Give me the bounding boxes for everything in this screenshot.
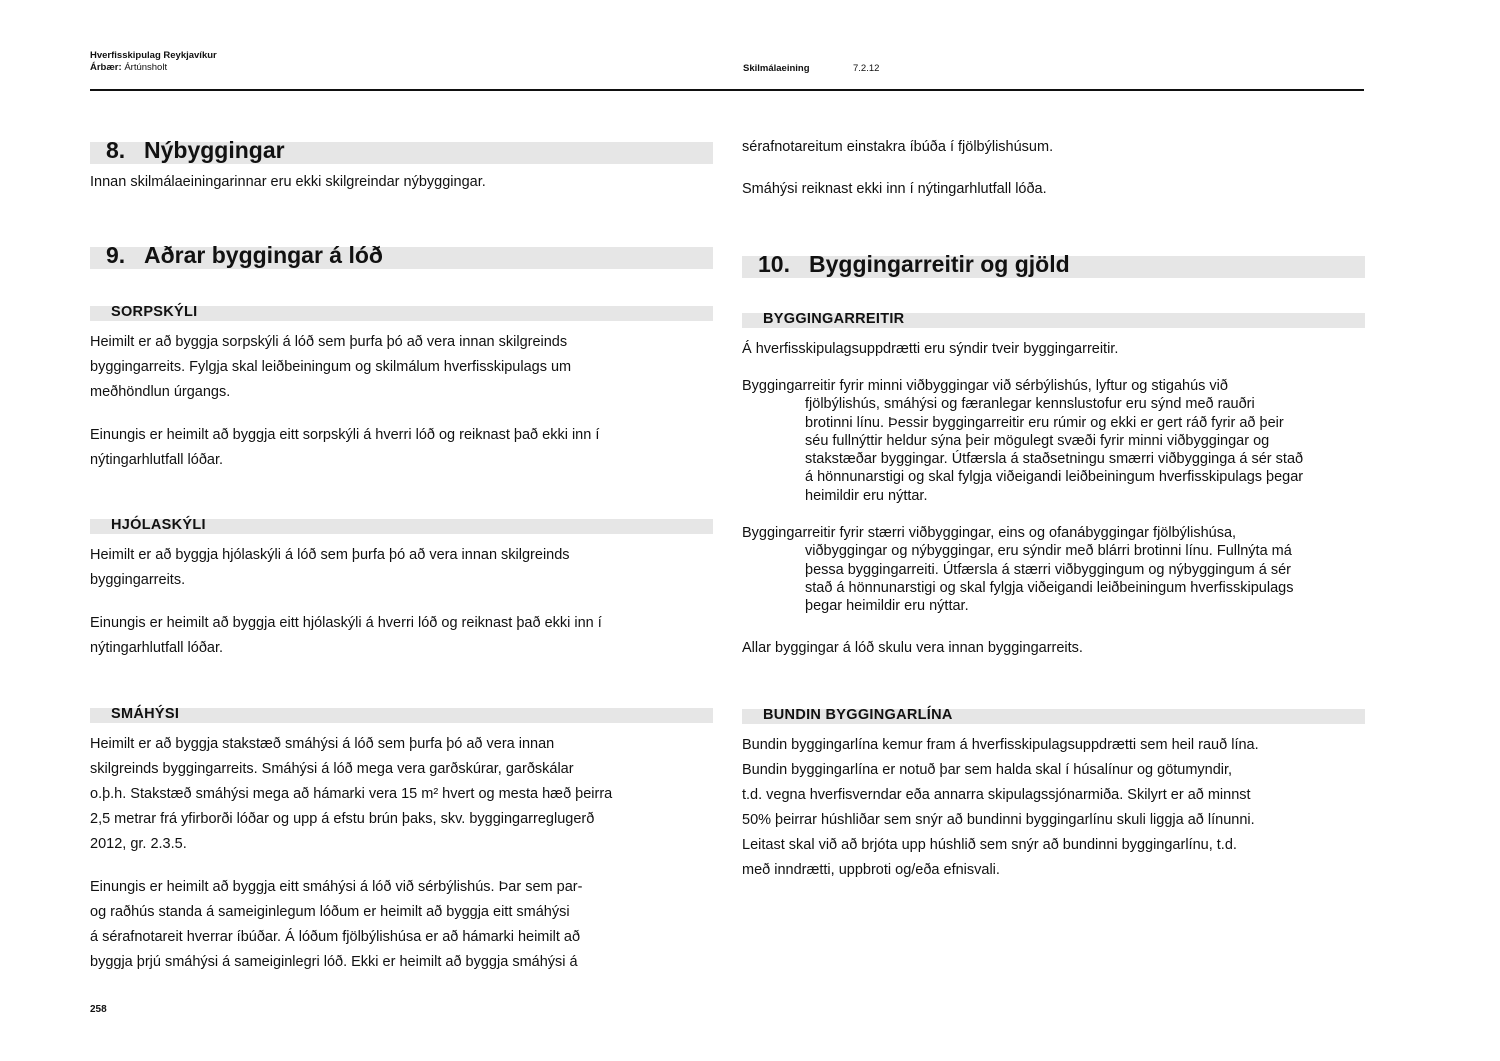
district-value: Ártúnsholt xyxy=(124,62,168,73)
section-8-heading xyxy=(90,137,713,164)
document-header xyxy=(90,50,217,74)
subheading-smahysi: SMÁHÝSI xyxy=(90,708,713,723)
section-number: 8. xyxy=(106,137,126,163)
sorpskyli-paragraph-2: Einungis er heimilt að byggja eitt sorpskýli á hverri lóð og reiknast það ekki inn í nýtingarhlutfall lóðar. xyxy=(90,427,600,468)
byggingarreitir-closing: Allar byggingar á lóð skulu vera innan byggingarreits. xyxy=(742,640,1083,656)
document-title: Hverfisskipulag Reykjavíkur xyxy=(90,50,217,61)
subheading-sorpskyli: SORPSKÝLI xyxy=(90,306,713,321)
page-number: 258 xyxy=(90,1004,107,1015)
unit-header xyxy=(743,63,880,75)
section-8-body: Innan skilmálaeiningarinnar eru ekki skilgreindar nýbyggingar. xyxy=(90,174,486,190)
header-divider xyxy=(90,89,1364,91)
sorpskyli-paragraph-1: Heimilt er að byggja sorpskýli á lóð sem þurfa þó að vera innan skilgreinds byggingarreits. Fylgja skal leiðbeiningum og skilmálum hverfisskipulags um meðhöndlun úrgangs. xyxy=(90,334,572,400)
subheading-bundin-byggingarlina: BUNDIN BYGGINGARLÍNA xyxy=(742,709,1365,724)
section-title: Aðrar byggingar á lóð xyxy=(144,242,383,268)
smahysi-continuation: sérafnotareitum einstakra íbúða í fjölbýlishúsum. xyxy=(742,139,1054,155)
district-label: Árbær: xyxy=(90,62,122,73)
byggingarreitir-intro: Á hverfisskipulagsuppdrætti eru sýndir tveir byggingarreitir. xyxy=(742,341,1119,357)
unit-code: 7.2.12 xyxy=(853,63,880,74)
unit-label: Skilmálaeining xyxy=(743,63,810,74)
section-number: 9. xyxy=(106,242,126,268)
section-9-heading xyxy=(90,242,713,269)
smahysi-note: Smáhýsi reiknast ekki inn í nýtingarhlutfall lóða. xyxy=(742,181,1047,197)
section-10-heading xyxy=(742,251,1365,278)
smahysi-paragraph-1: Heimilt er að byggja stakstæð smáhýsi á lóð sem þurfa þó að vera innan skilgreinds byggingarreits. Smáhýsi á lóð mega vera garðskúrar, garðskálar o.þ.h. Stakstæð smáhýsi mega að hámarki vera 15 m² hvert og mesta hæð þeirra 2,5 metrar frá yfirborði lóðar og upp á efstu brún þaks, skv. byggingarreglugerð 2012, gr. 2.3.5. xyxy=(90,736,613,852)
subheading-hjolaskyli: HJÓLASKÝLI xyxy=(90,519,713,534)
byggingarreitir-item-red: Byggingarreitir fyrir minni viðbyggingar við sérbýlishús, lyftur og stigahús við fjölbýlishús, smáhýsi og færanlegar kennslustofur eru sýnd með rauðri brotinni línu. Þessir byggingarreitir eru rúmir og ekki er gert ráð fyrir að þeir séu fullnýttir heldur sýna þeir mögulegt svæði fyrir minni viðbyggingar og stakstæðar byggingar. Útfærsla á staðsetningu smærri viðbygginga á sér stað á hönnunarstigi og skal fylgja viðeigandi leiðbeiningum hverfisskipulags þegar heimildir eru nýttar. xyxy=(742,378,1304,504)
byggingarreitir-item-blue: Byggingarreitir fyrir stærri viðbyggingar, eins og ofanábyggingar fjölbýlishúsa, viðbyggingar og nýbyggingar, eru sýndir með blárri brotinni línu. Fullnýta má þessa byggingarreiti. Útfærsla á stærri viðbyggingum og nýbyggingum á sér stað á hönnunarstigi og skal fylgja viðeigandi leiðbeiningum hverfisskipulags þegar heimildir eru nýttar. xyxy=(742,525,1294,615)
smahysi-paragraph-2: Einungis er heimilt að byggja eitt smáhýsi á lóð við sérbýlishús. Þar sem par- og raðhús standa á sameiginlegum lóðum er heimilt að byggja eitt smáhýsi á sérafnotareit hverrar íbúðar. Á lóðum fjölbýlishúsa er að hámarki heimilt að byggja þrjú smáhýsi á sameiginlegri lóð. Ekki er heimilt að byggja smáhýsi á xyxy=(90,879,583,970)
district-line xyxy=(90,62,217,74)
hjolaskyli-paragraph-1: Heimilt er að byggja hjólaskýli á lóð sem þurfa þó að vera innan skilgreinds byggingarreits. xyxy=(90,547,570,588)
bundin-byggingarlina-body: Bundin byggingarlína kemur fram á hverfisskipulagsuppdrætti sem heil rauð lína. Bundin byggingarlína er notuð þar sem halda skal í húsalínur og götumyndir, t.d. vegna hverfisverndar eða annarra skipulagssjónarmiða. Skilyrt er að minnst 50% þeirrar húshliðar sem snýr að bundinni byggingarlínu skuli liggja að línunni. Leitast skal við að brjóta upp húshlið sem snýr að bundinni byggingarlínu, t.d. með inndrætti, uppbroti og/eða efnisvali. xyxy=(742,737,1259,878)
subheading-byggingarreitir: BYGGINGARREITIR xyxy=(742,313,1365,328)
hjolaskyli-paragraph-2: Einungis er heimilt að byggja eitt hjólaskýli á hverri lóð og reiknast það ekki inn í nýtingarhlutfall lóðar. xyxy=(90,615,602,656)
section-number: 10. xyxy=(758,251,790,277)
section-title: Nýbyggingar xyxy=(144,137,285,163)
section-title: Byggingarreitir og gjöld xyxy=(809,251,1070,277)
